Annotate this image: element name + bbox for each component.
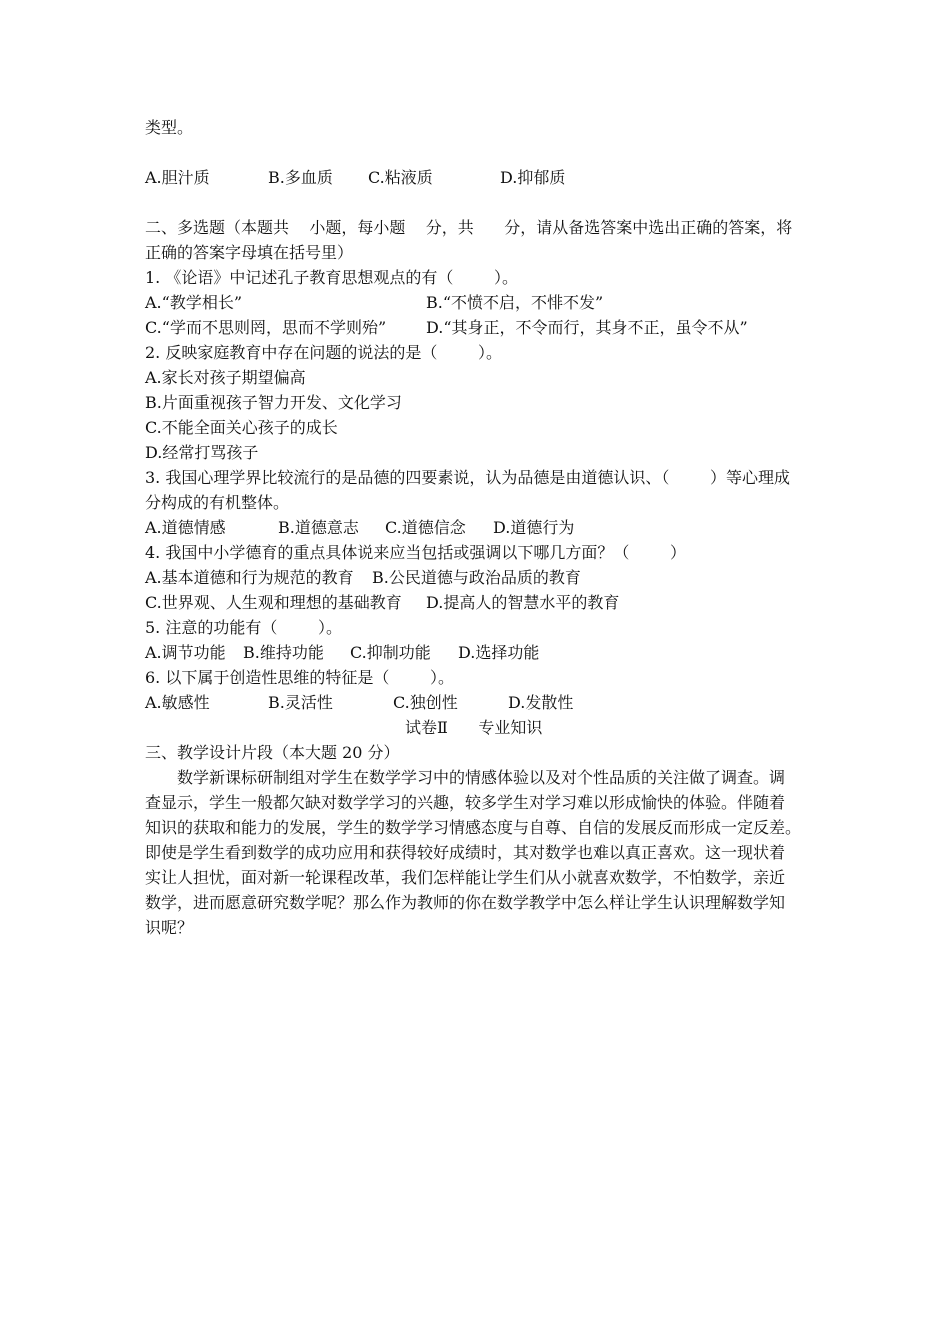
question-2-stem: 2. 反映家庭教育中存在问题的说法的是（ ）。 [145,343,503,362]
q2-option-c: C.不能全面关心孩子的成长 [145,418,338,437]
passage-line: 查显示，学生一般都欠缺对数学学习的兴趣，较多学生对学习难以形成愉快的体验。伴随着 [145,793,786,812]
q6-option-c: C.独创性 [393,693,458,712]
q3-option-d: D.道德行为 [493,518,575,537]
q5-option-b: B.维持功能 [243,643,324,662]
q6-option-a: A.敏感性 [145,693,210,712]
q2-option-d: D.经常打骂孩子 [145,443,259,462]
paper2-title: 试卷Ⅱ 专业知识 [405,718,543,737]
q1-option-b: B.“不愤不启，不悱不发” [426,293,604,312]
q5-option-c: C.抑制功能 [350,643,431,662]
q4-option-d: D.提高人的智慧水平的教育 [426,593,620,612]
q6-option-d: D.发散性 [508,693,574,712]
q5-option-a: A.调节功能 [145,643,226,662]
q1-option-d: D.“其身正，不令而行，其身不正，虽令不从” [426,318,748,337]
section3-header: 三、教学设计片段（本大题 20 分） [145,743,400,762]
q4-option-c: C.世界观、人生观和理想的基础教育 [145,593,402,612]
q3-option-c: C.道德信念 [385,518,466,537]
q1-option-a: A.“教学相长” [145,293,243,312]
option-d: D.抑郁质 [500,168,566,187]
q3-option-a: A.道德情感 [145,518,226,537]
section2-header: 二、多选题（本题共 小题，每小题 分，共 分，请从备选答案中选出正确的答案，将 [145,218,793,237]
q6-option-b: B.灵活性 [268,693,333,712]
q1-option-c: C.“学而不思则罔，思而不学则殆” [145,318,387,337]
passage-line: 即使是学生看到数学的成功应用和获得较好成绩时，其对数学也难以真正喜欢。这一现状着 [145,843,786,862]
q4-option-a: A.基本道德和行为规范的教育 [145,568,354,587]
passage-line: 识呢？ [145,918,194,937]
option-a: A.胆汁质 [145,168,210,187]
question-4-stem: 4. 我国中小学德育的重点具体说来应当包括或强调以下哪几方面？（ ） [145,543,687,562]
section3-passage [145,765,810,940]
q2-option-b: B.片面重视孩子智力开发、文化学习 [145,393,402,412]
passage-line: 知识的获取和能力的发展，学生的数学学习情感态度与自尊、自信的发展反而形成一定反差。 [145,818,802,837]
q4-option-b: B.公民道德与政治品质的教育 [372,568,581,587]
option-b: B.多血质 [268,168,333,187]
question-5-stem: 5. 注意的功能有（ ）。 [145,618,343,637]
option-c: C.粘液质 [368,168,433,187]
q2-option-a: A.家长对孩子期望偏高 [145,368,306,387]
q5-option-d: D.选择功能 [458,643,540,662]
q3-option-b: B.道德意志 [278,518,359,537]
question-3-stem: 3. 我国心理学界比较流行的是品德的四要素说，认为品德是由道德认识、（ ）等心理成 [145,468,791,487]
question-1-stem: 1. 《论语》中记述孔子教育思想观点的有（ ）。 [145,268,519,287]
passage-line: 实让人担忧，面对新一轮课程改革，我们怎样能让学生们从小就喜欢数学，不怕数学，亲近 [145,868,786,887]
passage-line: 数学，进而愿意研究数学呢？那么作为教师的你在数学教学中怎么样让学生认识理解数学知 [145,893,786,912]
question-6-stem: 6. 以下属于创造性思维的特征是（ ）。 [145,668,455,687]
question-tail: 类型。 [145,118,194,137]
question-3-stem-cont: 分构成的有机整体。 [145,493,290,512]
section2-header-cont: 正确的答案字母填在括号里） [145,243,354,262]
passage-line: 数学新课标研制组对学生在数学学习中的情感体验以及对个性品质的关注做了调查。调 [177,768,786,787]
